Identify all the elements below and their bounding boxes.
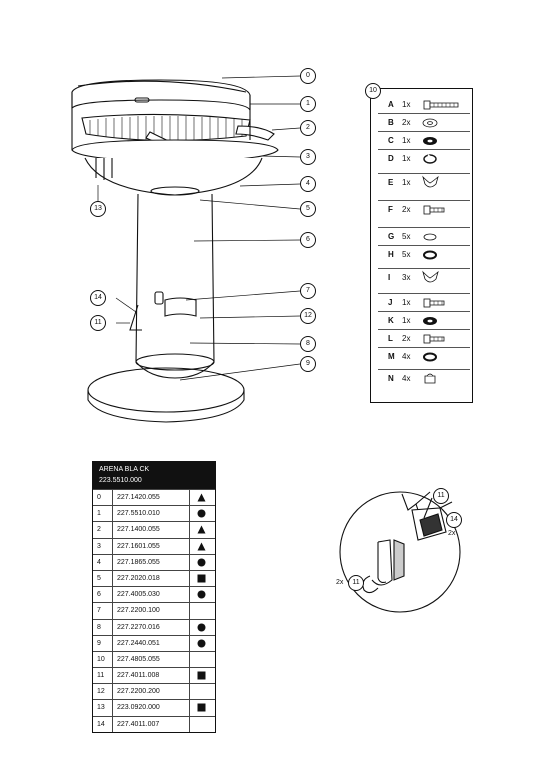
table-row bbox=[93, 699, 215, 715]
row-article-code: 227.4805.055 bbox=[117, 655, 160, 663]
row-number: 9 bbox=[97, 639, 101, 647]
hardware-qty: 1x bbox=[402, 154, 411, 163]
wing-nut-icon bbox=[418, 269, 464, 287]
cap-nut-icon bbox=[418, 370, 464, 388]
callout-7: 7 bbox=[300, 283, 316, 299]
table-row bbox=[93, 716, 215, 732]
callout-2: 2 bbox=[300, 120, 316, 136]
row-number: 5 bbox=[97, 574, 101, 582]
table-row bbox=[93, 570, 215, 586]
hardware-letter: D bbox=[388, 154, 394, 163]
hardware-item-n bbox=[370, 370, 473, 388]
hardware-item-f bbox=[370, 201, 473, 219]
hardware-qty: 1x bbox=[402, 136, 411, 145]
callout-13: 13 bbox=[90, 201, 106, 217]
hardware-item-e bbox=[370, 174, 473, 198]
row-article-code: 227.4005.030 bbox=[117, 591, 160, 599]
row-article-code: 227.2200.200 bbox=[117, 688, 160, 696]
row-number: 12 bbox=[97, 688, 105, 696]
row-number: 0 bbox=[97, 494, 101, 501]
clip-detail-diagram bbox=[320, 480, 470, 620]
circle-icon bbox=[197, 558, 206, 567]
bolt-short-icon bbox=[418, 330, 464, 348]
wing-nut-icon bbox=[418, 174, 464, 192]
hardware-qty: 2x bbox=[402, 334, 411, 343]
hardware-item-a bbox=[370, 96, 473, 114]
hardware-item-h bbox=[370, 246, 473, 264]
callout-0: 0 bbox=[300, 68, 316, 84]
table-row bbox=[93, 521, 215, 537]
table-row bbox=[93, 651, 215, 667]
hardware-item-g bbox=[370, 228, 473, 246]
ring-black-icon bbox=[418, 348, 464, 366]
washer-small-icon bbox=[418, 228, 464, 246]
washer-black-icon bbox=[418, 132, 464, 150]
hardware-letter: F bbox=[388, 205, 393, 214]
hardware-letter: C bbox=[388, 136, 394, 145]
hardware-qty: 1x bbox=[402, 316, 411, 325]
row-article-code: 227.2200.100 bbox=[117, 607, 160, 615]
hardware-item-b bbox=[370, 114, 473, 132]
callout-1: 1 bbox=[300, 96, 316, 112]
callout-11: 11 bbox=[90, 315, 106, 331]
hardware-item-d bbox=[370, 150, 473, 174]
hardware-item-j bbox=[370, 294, 473, 312]
row-number: 14 bbox=[97, 720, 105, 728]
bolt-long-icon bbox=[418, 96, 464, 114]
hardware-qty: 1x bbox=[402, 178, 411, 187]
hardware-letter: N bbox=[388, 374, 394, 383]
bolt-short-icon bbox=[418, 294, 464, 312]
detail-qty-11: 2x bbox=[336, 579, 344, 586]
detail-callout-11: 11 bbox=[348, 575, 364, 591]
row-article-code: 227.1400.055 bbox=[117, 526, 160, 534]
circle-icon bbox=[197, 509, 206, 518]
row-article-code: 227.5510.010 bbox=[117, 510, 160, 518]
row-number: 6 bbox=[97, 591, 101, 599]
square-icon bbox=[197, 574, 206, 583]
row-number: 4 bbox=[97, 558, 101, 566]
table-row bbox=[93, 489, 215, 505]
row-article-code: 227.1601.055 bbox=[117, 542, 160, 550]
detail-qty-14: 2x bbox=[448, 530, 456, 537]
row-number: 7 bbox=[97, 607, 101, 615]
callout-14: 14 bbox=[90, 290, 106, 306]
row-number: 3 bbox=[97, 542, 101, 550]
row-number: 11 bbox=[97, 672, 105, 680]
row-number: 1 bbox=[97, 510, 101, 518]
table-article-number: 223.5510.000 bbox=[99, 477, 142, 484]
hardware-letter: K bbox=[388, 316, 394, 325]
hardware-letter: G bbox=[388, 232, 395, 241]
row-article-code: 227.4011.008 bbox=[117, 672, 160, 680]
row-article-code: 227.1865.055 bbox=[117, 558, 160, 566]
hardware-letter: I bbox=[388, 273, 391, 282]
hardware-qty: 5x bbox=[402, 250, 411, 259]
callout-9: 9 bbox=[300, 356, 316, 372]
row-article-code: 227.2020.018 bbox=[117, 574, 160, 582]
bolt-short-icon bbox=[418, 201, 464, 219]
hardware-qty: 4x bbox=[402, 352, 411, 361]
row-number: 13 bbox=[97, 704, 105, 712]
hardware-letter: M bbox=[388, 352, 395, 361]
hardware-item-l bbox=[370, 330, 473, 348]
table-row bbox=[93, 619, 215, 635]
row-number: 10 bbox=[97, 655, 105, 663]
square-icon bbox=[197, 671, 206, 680]
circle-icon bbox=[197, 639, 206, 648]
hardware-letter: J bbox=[388, 298, 393, 307]
hardware-item-i bbox=[370, 269, 473, 287]
hardware-qty: 2x bbox=[402, 118, 411, 127]
spring-washer-icon bbox=[418, 150, 464, 168]
parts-table bbox=[92, 461, 216, 733]
hardware-letter: B bbox=[388, 118, 394, 127]
grill-diagram bbox=[0, 0, 330, 430]
washer-icon bbox=[418, 114, 464, 132]
hardware-qty: 1x bbox=[402, 100, 411, 109]
row-article-code: 227.1420.055 bbox=[117, 494, 160, 501]
table-row bbox=[93, 602, 215, 618]
row-article-code: 227.2440.051 bbox=[117, 639, 160, 647]
hardware-letter: H bbox=[388, 250, 394, 259]
hardware-qty: 3x bbox=[402, 273, 411, 282]
callout-6: 6 bbox=[300, 232, 316, 248]
callout-12: 12 bbox=[300, 308, 316, 324]
triangle-icon bbox=[197, 493, 206, 502]
hardware-letter: E bbox=[388, 178, 394, 187]
square-icon bbox=[197, 703, 206, 712]
row-article-code: 227.2270.016 bbox=[117, 623, 160, 631]
washer-black-icon bbox=[418, 312, 464, 330]
hardware-item-k bbox=[370, 312, 473, 330]
hardware-qty: 4x bbox=[402, 374, 411, 383]
table-row bbox=[93, 554, 215, 570]
panel-badge: 10 bbox=[365, 83, 381, 99]
hardware-qty: 2x bbox=[402, 205, 411, 214]
circle-icon bbox=[197, 590, 206, 599]
row-article-code: 227.4011.007 bbox=[117, 720, 160, 728]
table-title: ARENA BLA CK bbox=[99, 466, 150, 473]
row-article-code: 223.0920.000 bbox=[117, 704, 160, 712]
hardware-qty: 5x bbox=[402, 232, 411, 241]
callout-8: 8 bbox=[300, 336, 316, 352]
hardware-qty: 1x bbox=[402, 298, 411, 307]
hardware-letter: A bbox=[388, 100, 394, 109]
table-row bbox=[93, 538, 215, 554]
table-header bbox=[93, 462, 215, 489]
ring-black-icon bbox=[418, 246, 464, 264]
row-number: 8 bbox=[97, 623, 101, 631]
detail-callout-14: 14 bbox=[446, 512, 462, 528]
table-row bbox=[93, 635, 215, 651]
hardware-item-c bbox=[370, 132, 473, 150]
detail-callout-11-top: 11 bbox=[433, 488, 449, 504]
table-row bbox=[93, 667, 215, 683]
triangle-icon bbox=[197, 525, 206, 534]
callout-3: 3 bbox=[300, 149, 316, 165]
callout-4: 4 bbox=[300, 176, 316, 192]
triangle-icon bbox=[197, 542, 206, 551]
circle-icon bbox=[197, 623, 206, 632]
table-row bbox=[93, 586, 215, 602]
hardware-letter: L bbox=[388, 334, 393, 343]
table-row bbox=[93, 505, 215, 521]
table-row bbox=[93, 683, 215, 699]
hardware-list bbox=[370, 96, 473, 396]
callout-5: 5 bbox=[300, 201, 316, 217]
row-number: 2 bbox=[97, 526, 101, 534]
